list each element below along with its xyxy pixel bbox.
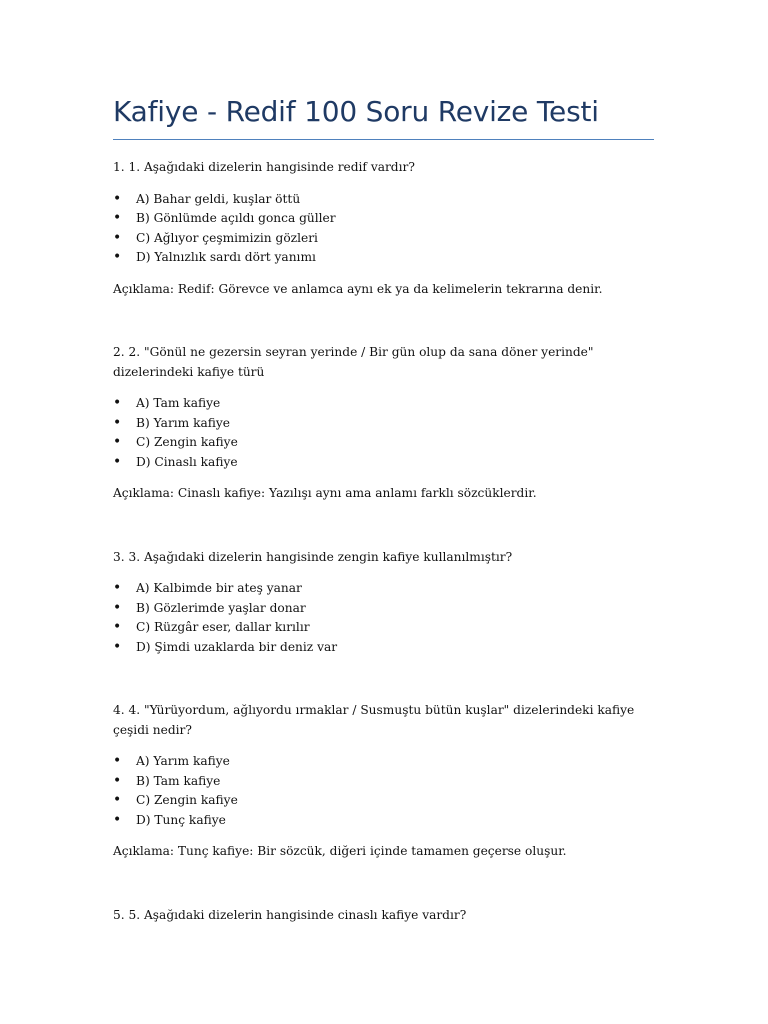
question-spacer [113,862,658,906]
explanation-text: Açıklama: Cinaslı kafiye: Yazılışı aynı ama anlamı farklı sözcüklerdir. [113,486,537,500]
option-list [113,190,658,268]
question-spacer [113,504,658,548]
question-2 [113,343,658,504]
option-text: D) Cinaslı kafiye [136,454,238,469]
document-title: Kafiye - Redif 100 Soru Revize Testi [113,95,599,128]
bullet-icon: • [113,229,122,246]
question-text: 1. 1. Aşağıdaki dizelerin hangisinde redif vardır? [113,160,415,174]
question-4 [113,701,658,862]
bullet-icon: • [113,190,122,207]
option-text: C) Zengin kafiye [136,435,238,449]
option-item [113,229,658,249]
option-item [113,752,658,772]
question-1 [113,158,658,299]
option-text: A) Yarım kafiye [136,754,230,768]
bullet-icon: • [113,599,122,616]
bullet-icon: • [113,580,122,596]
bullet-icon: • [113,434,122,450]
question-spacer [113,299,658,343]
option-item [113,394,658,414]
question-list [113,158,658,937]
option-item [113,811,658,831]
option-item [113,791,658,811]
bullet-icon: • [113,619,122,635]
explanation-text: Açıklama: Redif: Görevce ve anlamca aynı ek ya da kelimelerin tekrarına denir. [113,281,603,296]
bullet-icon: • [113,249,122,265]
option-item [113,414,658,434]
bullet-icon: • [113,811,122,828]
option-list [113,752,658,830]
bullet-icon: • [113,753,122,769]
explanation-text: Açıklama: Tunç kafiye: Bir sözcük, diğeri içinde tamamen geçerse oluşur. [113,844,567,858]
option-item [113,209,658,229]
bullet-icon: • [113,453,122,470]
option-text: A) Tam kafiye [136,396,221,410]
title-underline [113,139,654,140]
question-text: 2. 2. "Gönül ne gezersin seyran yerinde / Bir gün olup da sana döner yerinde" dizelerindeki kafiye türü [113,345,594,379]
bullet-icon: • [113,395,122,411]
question-text: 5. 5. Aşağıdaki dizelerin hangisinde cinaslı kafiye vardır? [113,907,467,922]
bullet-icon: • [113,638,122,655]
option-item [113,772,658,792]
option-text: A) Bahar geldi, kuşlar öttü [136,191,301,206]
bullet-icon: • [113,414,122,431]
question-text: 3. 3. Aşağıdaki dizelerin hangisinde zengin kafiye kullanılmıştır? [113,549,513,564]
option-text: B) Yarım kafiye [136,415,230,430]
option-item [113,599,658,619]
option-text: D) Yalnızlık sardı dört yanımı [136,250,316,264]
option-item [113,248,658,268]
option-item [113,618,658,638]
option-item [113,638,658,658]
option-text: B) Gözlerimde yaşlar donar [136,600,306,615]
option-list [113,579,658,657]
option-text: C) Rüzgâr eser, dallar kırılır [136,620,310,634]
question-5 [113,906,658,926]
option-text: A) Kalbimde bir ateş yanar [136,581,302,595]
question-text: 4. 4. "Yürüyordum, ağlıyordu ırmaklar / Susmuştu bütün kuşlar" dizelerindeki kafiye çeşidi nedir? [113,703,635,737]
question-3 [113,548,658,658]
option-text: B) Gönlümde açıldı gonca güller [136,211,336,225]
option-item [113,579,658,599]
option-text: C) Ağlıyor çeşmimizin gözleri [136,230,318,245]
option-list [113,394,658,472]
bullet-icon: • [113,792,122,808]
option-item [113,433,658,453]
option-item [113,190,658,210]
option-text: B) Tam kafiye [136,773,221,788]
question-spacer [113,669,658,701]
option-text: D) Şimdi uzaklarda bir deniz var [136,639,338,654]
option-item [113,453,658,473]
bullet-icon: • [113,210,122,226]
bullet-icon: • [113,772,122,789]
option-text: C) Zengin kafiye [136,793,238,807]
option-text: D) Tunç kafiye [136,812,226,827]
